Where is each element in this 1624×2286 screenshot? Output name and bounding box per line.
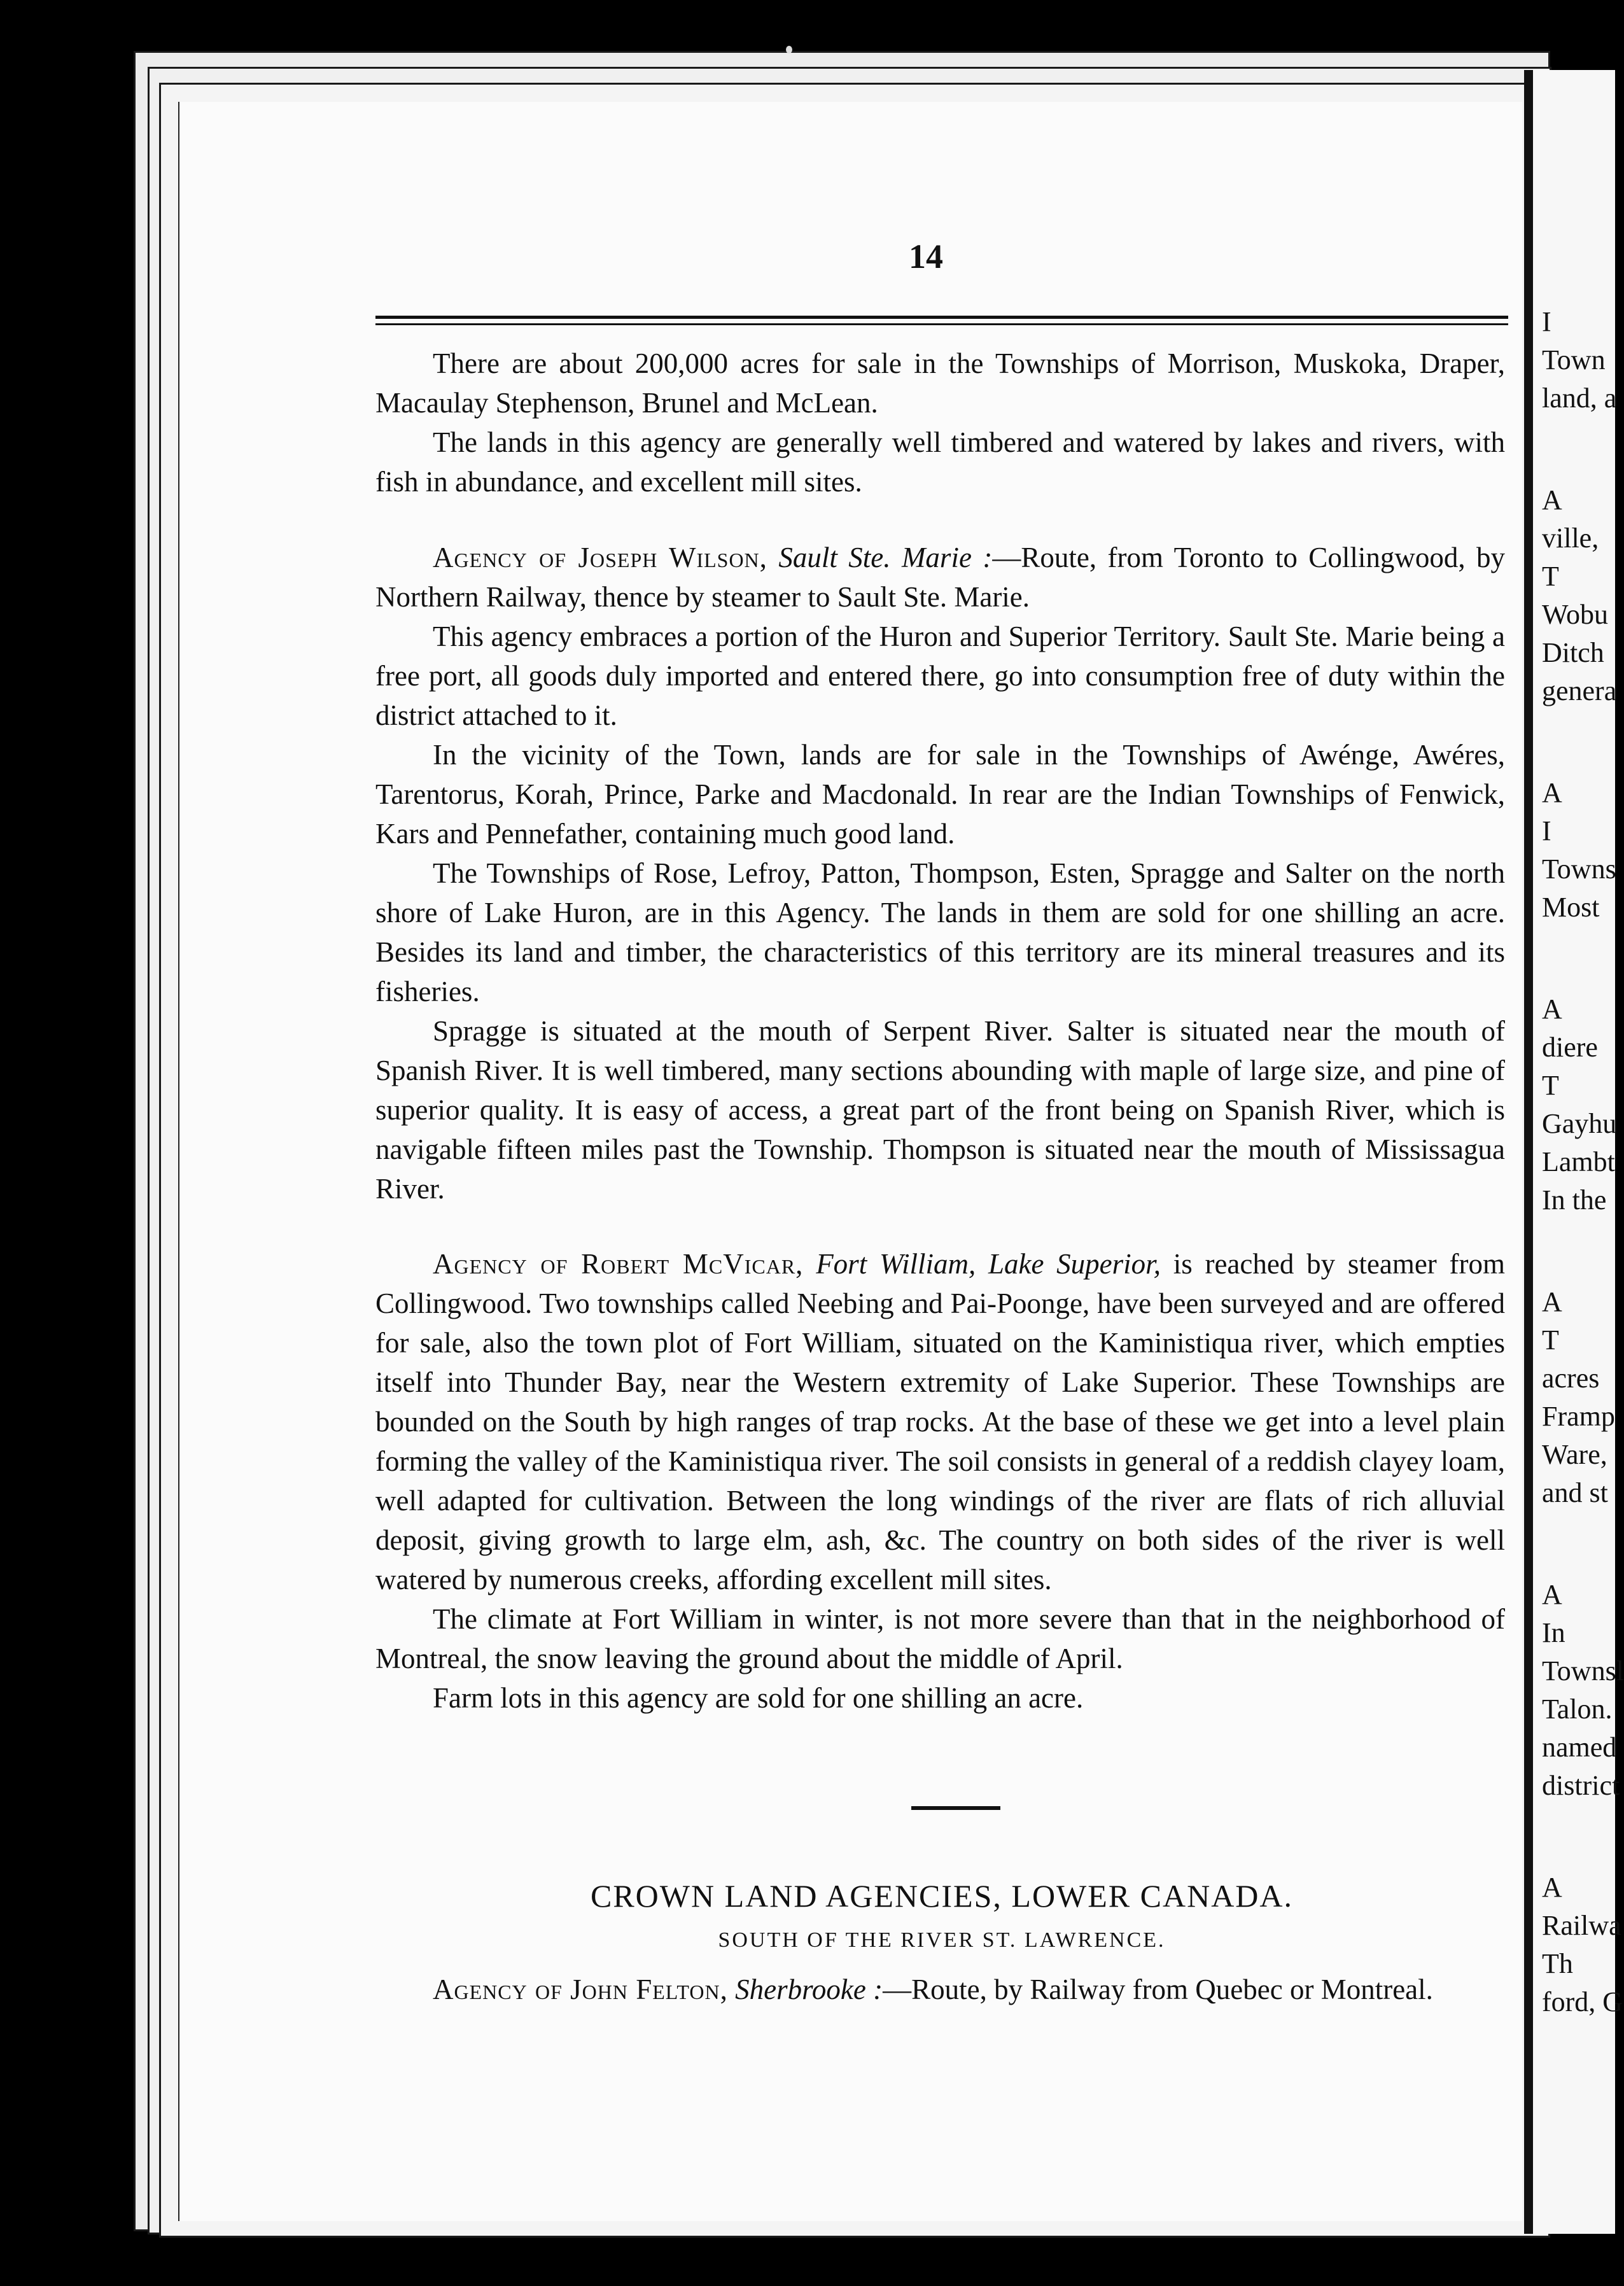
facing-line: named <box>1542 1732 1617 1763</box>
facing-line: A <box>1542 484 1562 515</box>
facing-line: Wobu <box>1542 599 1609 630</box>
facing-line: In <box>1542 1617 1565 1648</box>
facing-line: A <box>1542 777 1562 808</box>
facing-line: and st <box>1542 1477 1608 1508</box>
facing-line: In the <box>1542 1184 1607 1216</box>
mcvicar-agency-place: Fort William, Lake Superior, <box>816 1248 1161 1280</box>
wilson-paragraph-3: In the vicinity of the Town, lands are for sale in the Townships of Awénge, Awéres, Tarentorus, Korah, Prince, Parke and Macdonald. In rear are the Indian Townships of Fenwick, Kars and Pennefather, containing much good land. <box>375 739 1505 850</box>
mcvicar-paragraph-3: Farm lots in this agency are sold for one shilling an acre. <box>433 1682 1084 1714</box>
page-number: 14 <box>909 237 943 276</box>
felton-paragraph <box>375 1970 1505 2009</box>
felton-agency-name: Agency of John Felton, <box>433 1974 728 2005</box>
intro-paragraph-2: The lands in this agency are generally well timbered and watered by lakes and rivers, with fish in abundance, and excellent mill sites. <box>375 426 1505 498</box>
mcvicar-paragraph-1 <box>375 1244 1505 1599</box>
facing-line: Town <box>1542 344 1606 375</box>
facing-line: ville, <box>1542 522 1599 554</box>
facing-line: district <box>1542 1770 1620 1801</box>
facing-line: A <box>1542 1286 1562 1317</box>
facing-line: Framp <box>1542 1401 1615 1432</box>
facing-line: Ditch <box>1542 637 1604 668</box>
wilson-paragraph-5: Spragge is situated at the mouth of Serpent River. Salter is situated near the mouth of Spanish River. It is well timbered, many sections abounding with maple of large size, and pine of superior quality. It is easy of access, a great part of the front being on Spanish River, which is navigable fifteen miles past the Township. Thompson is situated near the mouth of Mississagua River. <box>375 1015 1505 1205</box>
mcvicar-agency-section <box>375 1244 1505 1718</box>
facing-line: land, a <box>1542 382 1617 414</box>
facing-line: Railwa <box>1542 1910 1621 1941</box>
felton-agency-place: Sherbrooke : <box>735 1974 883 2005</box>
facing-line: Th <box>1542 1948 1573 1979</box>
facing-line: Most <box>1542 892 1600 923</box>
facing-line: T <box>1542 1324 1559 1356</box>
intro-section <box>375 344 1505 501</box>
facing-line: Ware, <box>1542 1439 1607 1470</box>
felton-agency-section <box>375 1970 1505 2009</box>
facing-line: I <box>1542 815 1551 846</box>
facing-line: A <box>1542 1579 1562 1610</box>
facing-line: Gayhu <box>1542 1108 1617 1139</box>
facing-line: acres <box>1542 1363 1600 1394</box>
wilson-paragraph-4: The Townships of Rose, Lefroy, Patton, Thompson, Esten, Spragge and Salter on the north shore of Lake Huron, are in this Agency. The lands in them are sold for one shilling an acre. Besides its land and timber, the characteristics of this territory are its mineral treasures and its fisheries. <box>375 857 1505 1007</box>
wilson-agency-place: Sault Ste. Marie : <box>778 542 993 573</box>
facing-line: A <box>1542 993 1562 1025</box>
section-divider <box>911 1806 1000 1810</box>
facing-page <box>1524 70 1624 2234</box>
mcvicar-paragraph-2: The climate at Fort William in winter, is not more severe than that in the neighborhood of Montreal, the snow leaving the ground about the middle of April. <box>375 1603 1505 1674</box>
wilson-agency-name: Agency of Joseph Wilson, <box>433 542 767 573</box>
facing-line: T <box>1542 1070 1559 1101</box>
intro-paragraph-1: There are about 200,000 acres for sale in the Townships of Morrison, Muskoka, Draper, Macaulay Stephenson, Brunel and McLean. <box>375 347 1505 419</box>
facing-line: A <box>1542 1872 1562 1903</box>
facing-line: Talon. <box>1542 1693 1613 1725</box>
lower-canada-heading: CROWN LAND AGENCIES, LOWER CANADA. <box>590 1878 1294 1914</box>
mcvicar-agency-name: Agency of Robert McVicar, <box>433 1248 804 1280</box>
wilson-paragraph-1 <box>375 538 1505 617</box>
felton-route: —Route, by Railway from Quebec or Montreal. <box>883 1974 1433 2005</box>
ink-speck <box>786 46 792 53</box>
lower-canada-subheading: SOUTH OF THE RIVER ST. LAWRENCE. <box>718 1928 1166 1952</box>
facing-line: ford, G <box>1542 1986 1623 2017</box>
wilson-paragraph-2: This agency embraces a portion of the Huron and Superior Territory. Sault Ste. Marie being a free port, all goods duly imported and entered there, go into consumption free of duty within the district attached to it. <box>375 621 1505 731</box>
wilson-route: —Route, from Toronto to Collingwood, by Northern Railway, thence by steamer to Sault Ste. Marie. <box>375 542 1505 613</box>
facing-line: Lambt <box>1542 1146 1615 1177</box>
mcvicar-description: is reached by steamer from Collingwood. Two townships called Neebing and Pai-Poonge, have been surveyed and are offered for sale, also the town plot of Fort William, situated on the Kaministiqua river, which empties itself into Thunder Bay, near the Western extremity of Lake Superior. These Townships are bounded on the South by high ranges of trap rocks. At the base of these we get into a level plain forming the valley of the Kaministiqua river. The soil consists in general of a reddish clayey loam, well adapted for cultivation. Between the long windings of the river are flats of rich alluvial deposit, giving growth to large elm, ash, &c. The country on both sides of the river is well watered by numerous creeks, affording excellent mill sites. <box>375 1248 1506 1595</box>
facing-line: I <box>1542 306 1551 337</box>
header-rule-top <box>375 316 1508 319</box>
facing-line: genera <box>1542 675 1617 706</box>
facing-line: Towns <box>1542 853 1616 885</box>
facing-line: T <box>1542 561 1559 592</box>
header-rule-bottom <box>375 323 1508 325</box>
facing-line: Townsl <box>1542 1655 1624 1686</box>
wilson-agency-section <box>375 538 1505 1209</box>
facing-line: diere <box>1542 1032 1598 1063</box>
